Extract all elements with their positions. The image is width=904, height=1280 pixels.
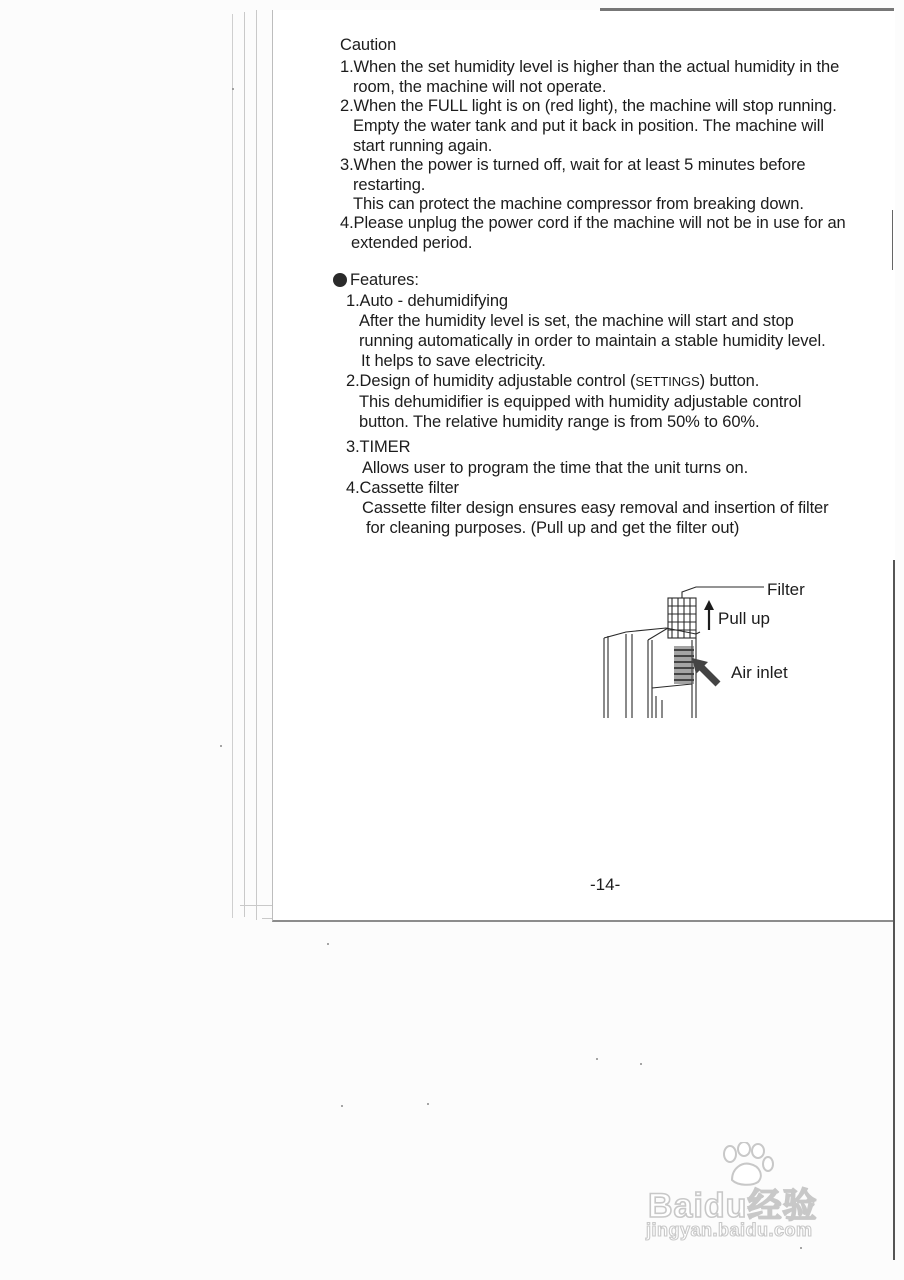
dehumidifier-illustration bbox=[596, 578, 856, 723]
watermark-url: jingyan.baidu.com bbox=[646, 1220, 813, 1240]
scan-speck bbox=[800, 1247, 802, 1249]
feature-1-heading: 1.Auto - dehumidifying bbox=[346, 292, 508, 310]
scan-speck bbox=[427, 1103, 429, 1105]
scan-speck bbox=[327, 943, 329, 945]
feature-4-line-2: for cleaning purposes. (Pull up and get the filter out) bbox=[366, 519, 740, 537]
feature-2-heading-pre: 2.Design of humidity adjustable control ( bbox=[346, 372, 636, 390]
features-bullet-icon bbox=[333, 273, 347, 287]
caution-item-2-line-3: start running again. bbox=[353, 137, 493, 155]
page-right-edge bbox=[892, 210, 893, 270]
caution-item-4-line-1: 4.Please unplug the power cord if the machine will not be in use for an bbox=[340, 214, 846, 232]
watermark-brand: Baidu经验 bbox=[648, 1187, 818, 1225]
feature-2-line-2: button. The relative humidity range is from 50% to 60%. bbox=[359, 413, 760, 431]
caution-title: Caution bbox=[340, 36, 397, 54]
page-edge-line bbox=[244, 12, 245, 917]
features-title: Features: bbox=[350, 271, 419, 289]
caution-item-1-line-2: room, the machine will not operate. bbox=[353, 78, 607, 96]
caution-item-4-line-2: extended period. bbox=[351, 234, 473, 252]
caution-item-3-line-1: 3.When the power is turned off, wait for at least 5 minutes before bbox=[340, 156, 806, 174]
feature-2-heading bbox=[346, 371, 759, 392]
caution-item-3-line-2: restarting. bbox=[353, 176, 426, 194]
feature-3-line-1: Allows user to program the time that the unit turns on. bbox=[362, 459, 749, 477]
feature-1-line-2: running automatically in order to maintain a stable humidity level. bbox=[359, 332, 826, 350]
page-top-edge bbox=[600, 8, 894, 11]
scan-speck bbox=[640, 1063, 642, 1065]
caution-item-1-line-1: 1.When the set humidity level is higher than the actual humidity in the bbox=[340, 58, 840, 76]
cassette-filter-diagram bbox=[596, 578, 856, 723]
feature-1-line-3: It helps to save electricity. bbox=[361, 352, 546, 370]
scan-speck bbox=[596, 1058, 598, 1060]
page-right-edge bbox=[893, 560, 895, 1260]
feature-3-heading: 3.TIMER bbox=[346, 438, 411, 456]
feature-1-line-1: After the humidity level is set, the machine will start and stop bbox=[359, 312, 794, 330]
scan-speck bbox=[341, 1105, 343, 1107]
feature-2-line-1: This dehumidifier is equipped with humidity adjustable control bbox=[359, 393, 802, 411]
caution-item-2-line-2: Empty the water tank and put it back in position. The machine will bbox=[353, 117, 824, 135]
scan-speck bbox=[220, 745, 222, 747]
scan-speck bbox=[232, 88, 234, 90]
caution-item-3-line-3: This can protect the machine compressor from breaking down. bbox=[353, 195, 804, 213]
feature-2-heading-settings: SETTINGS bbox=[635, 374, 700, 389]
feature-4-heading: 4.Cassette filter bbox=[346, 479, 459, 497]
baidu-watermark bbox=[640, 1140, 870, 1245]
air-inlet-label: Air inlet bbox=[731, 663, 788, 682]
feature-2-heading-post: ) button. bbox=[699, 372, 760, 390]
page-number: -14- bbox=[590, 875, 621, 894]
feature-4-line-1: Cassette filter design ensures easy removal and insertion of filter bbox=[362, 499, 829, 517]
page-edge-line bbox=[256, 10, 257, 920]
pull-up-label: Pull up bbox=[718, 609, 770, 628]
caution-item-2-line-1: 2.When the FULL light is on (red light), the machine will stop running. bbox=[340, 97, 837, 115]
filter-label: Filter bbox=[767, 580, 805, 599]
